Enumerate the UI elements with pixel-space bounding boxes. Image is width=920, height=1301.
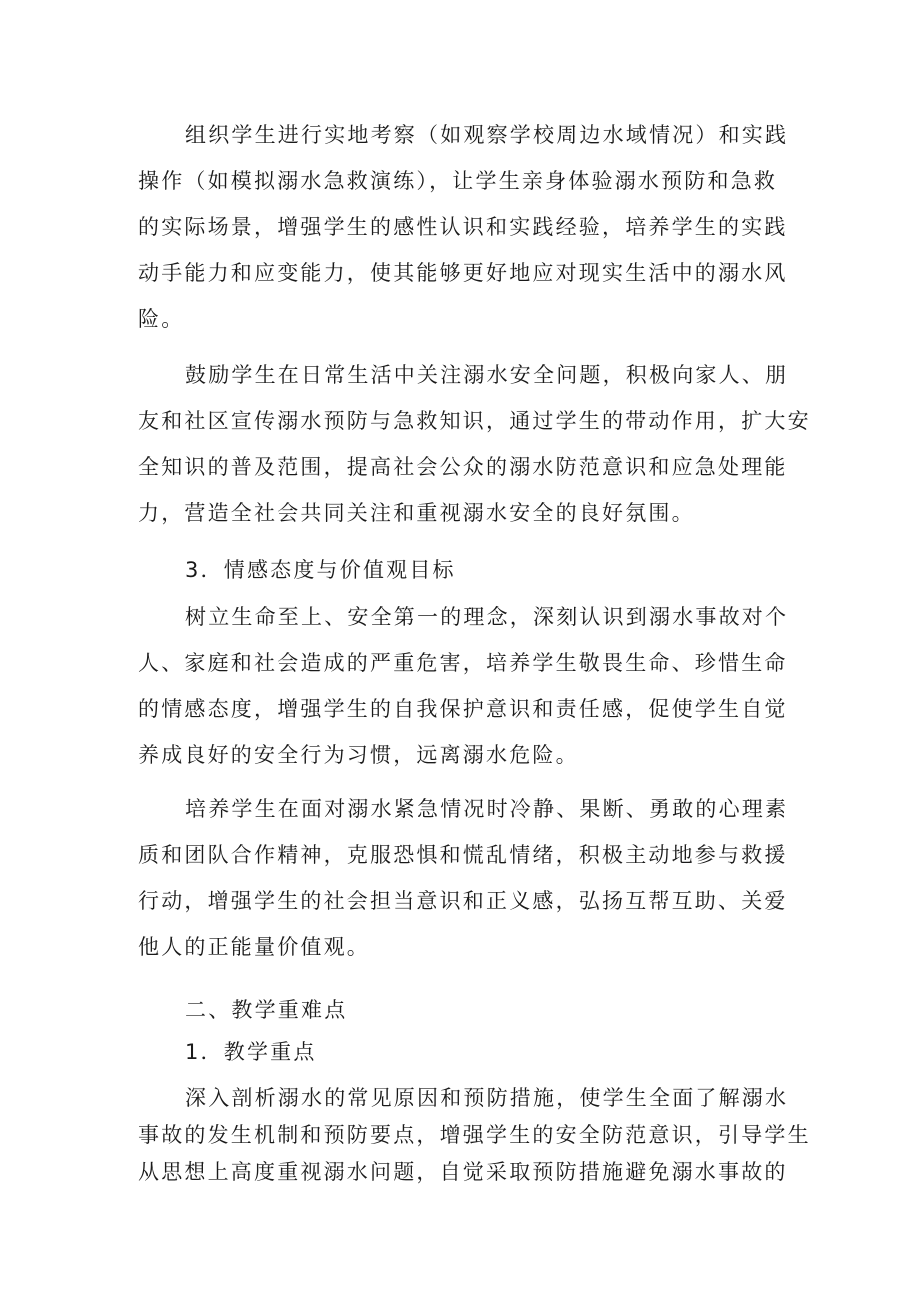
text-line: 的实际场景，增强学生的感性认识和实践经验，培养学生的实践: [138, 215, 788, 239]
text-line: 树立生命至上、安全第一的理念，深刻认识到溺水事故对个: [185, 605, 789, 629]
text-line: 培养学生在面对溺水紧急情况时冷静、果断、勇敢的心理素: [185, 797, 789, 821]
paragraph-drowning-causes: [138, 1080, 811, 1191]
text-line: 他人的正能量价值观。: [138, 935, 370, 959]
text-line: 操作（如模拟溺水急救演练），让学生亲身体验溺水预防和急救: [138, 169, 778, 193]
paragraph-life-first: [138, 594, 798, 778]
text-line: 从思想上高度重视溺水问题，自觉采取预防措施避免溺水事故的: [138, 1160, 788, 1184]
text-line: 行动，增强学生的社会担当意识和正义感，弘扬互帮互助、关爱: [138, 889, 788, 913]
subheading-emotional-goals: 3．情感态度与价值观目标: [185, 558, 456, 582]
section-heading-key-points: 二、教学重难点: [185, 998, 348, 1022]
text-line: 友和社区宣传溺水预防与急救知识，通过学生的带动作用，扩大安: [138, 409, 811, 433]
text-line: 全知识的普及范围，提高社会公众的溺水防范意识和应急处理能: [138, 455, 788, 479]
text-line: 鼓励学生在日常生活中关注溺水安全问题，积极向家人、朋: [185, 363, 789, 387]
text-line: 养成良好的安全行为习惯，远离溺水危险。: [138, 743, 579, 767]
text-line: 人、家庭和社会造成的严重危害，培养学生敬畏生命、珍惜生命: [138, 651, 788, 675]
paragraph-psychological-quality: [138, 786, 798, 970]
text-line: 动手能力和应变能力，使其能够更好地应对现实生活中的溺水风: [138, 261, 788, 285]
text-line: 事故的发生机制和预防要点，增强学生的安全防范意识，引导学生: [138, 1123, 811, 1147]
text-line: 质和团队合作精神，克服恐惧和慌乱情绪，积极主动地参与救援: [138, 843, 788, 867]
text-line: 险。: [138, 307, 185, 331]
paragraph-community-outreach: [138, 352, 811, 536]
text-line: 的情感态度，增强学生的自我保护意识和责任感，促使学生自觉: [138, 697, 788, 721]
subheading-teaching-focus: 1．教学重点: [185, 1040, 317, 1064]
text-line: 力，营造全社会共同关注和重视溺水安全的良好氛围。: [138, 501, 695, 525]
text-line: 组织学生进行实地考察（如观察学校周边水域情况）和实践: [185, 123, 789, 147]
text-line: 深入剖析溺水的常见原因和预防措施，使学生全面了解溺水: [185, 1086, 789, 1110]
paragraph-field-practice: [138, 112, 798, 342]
